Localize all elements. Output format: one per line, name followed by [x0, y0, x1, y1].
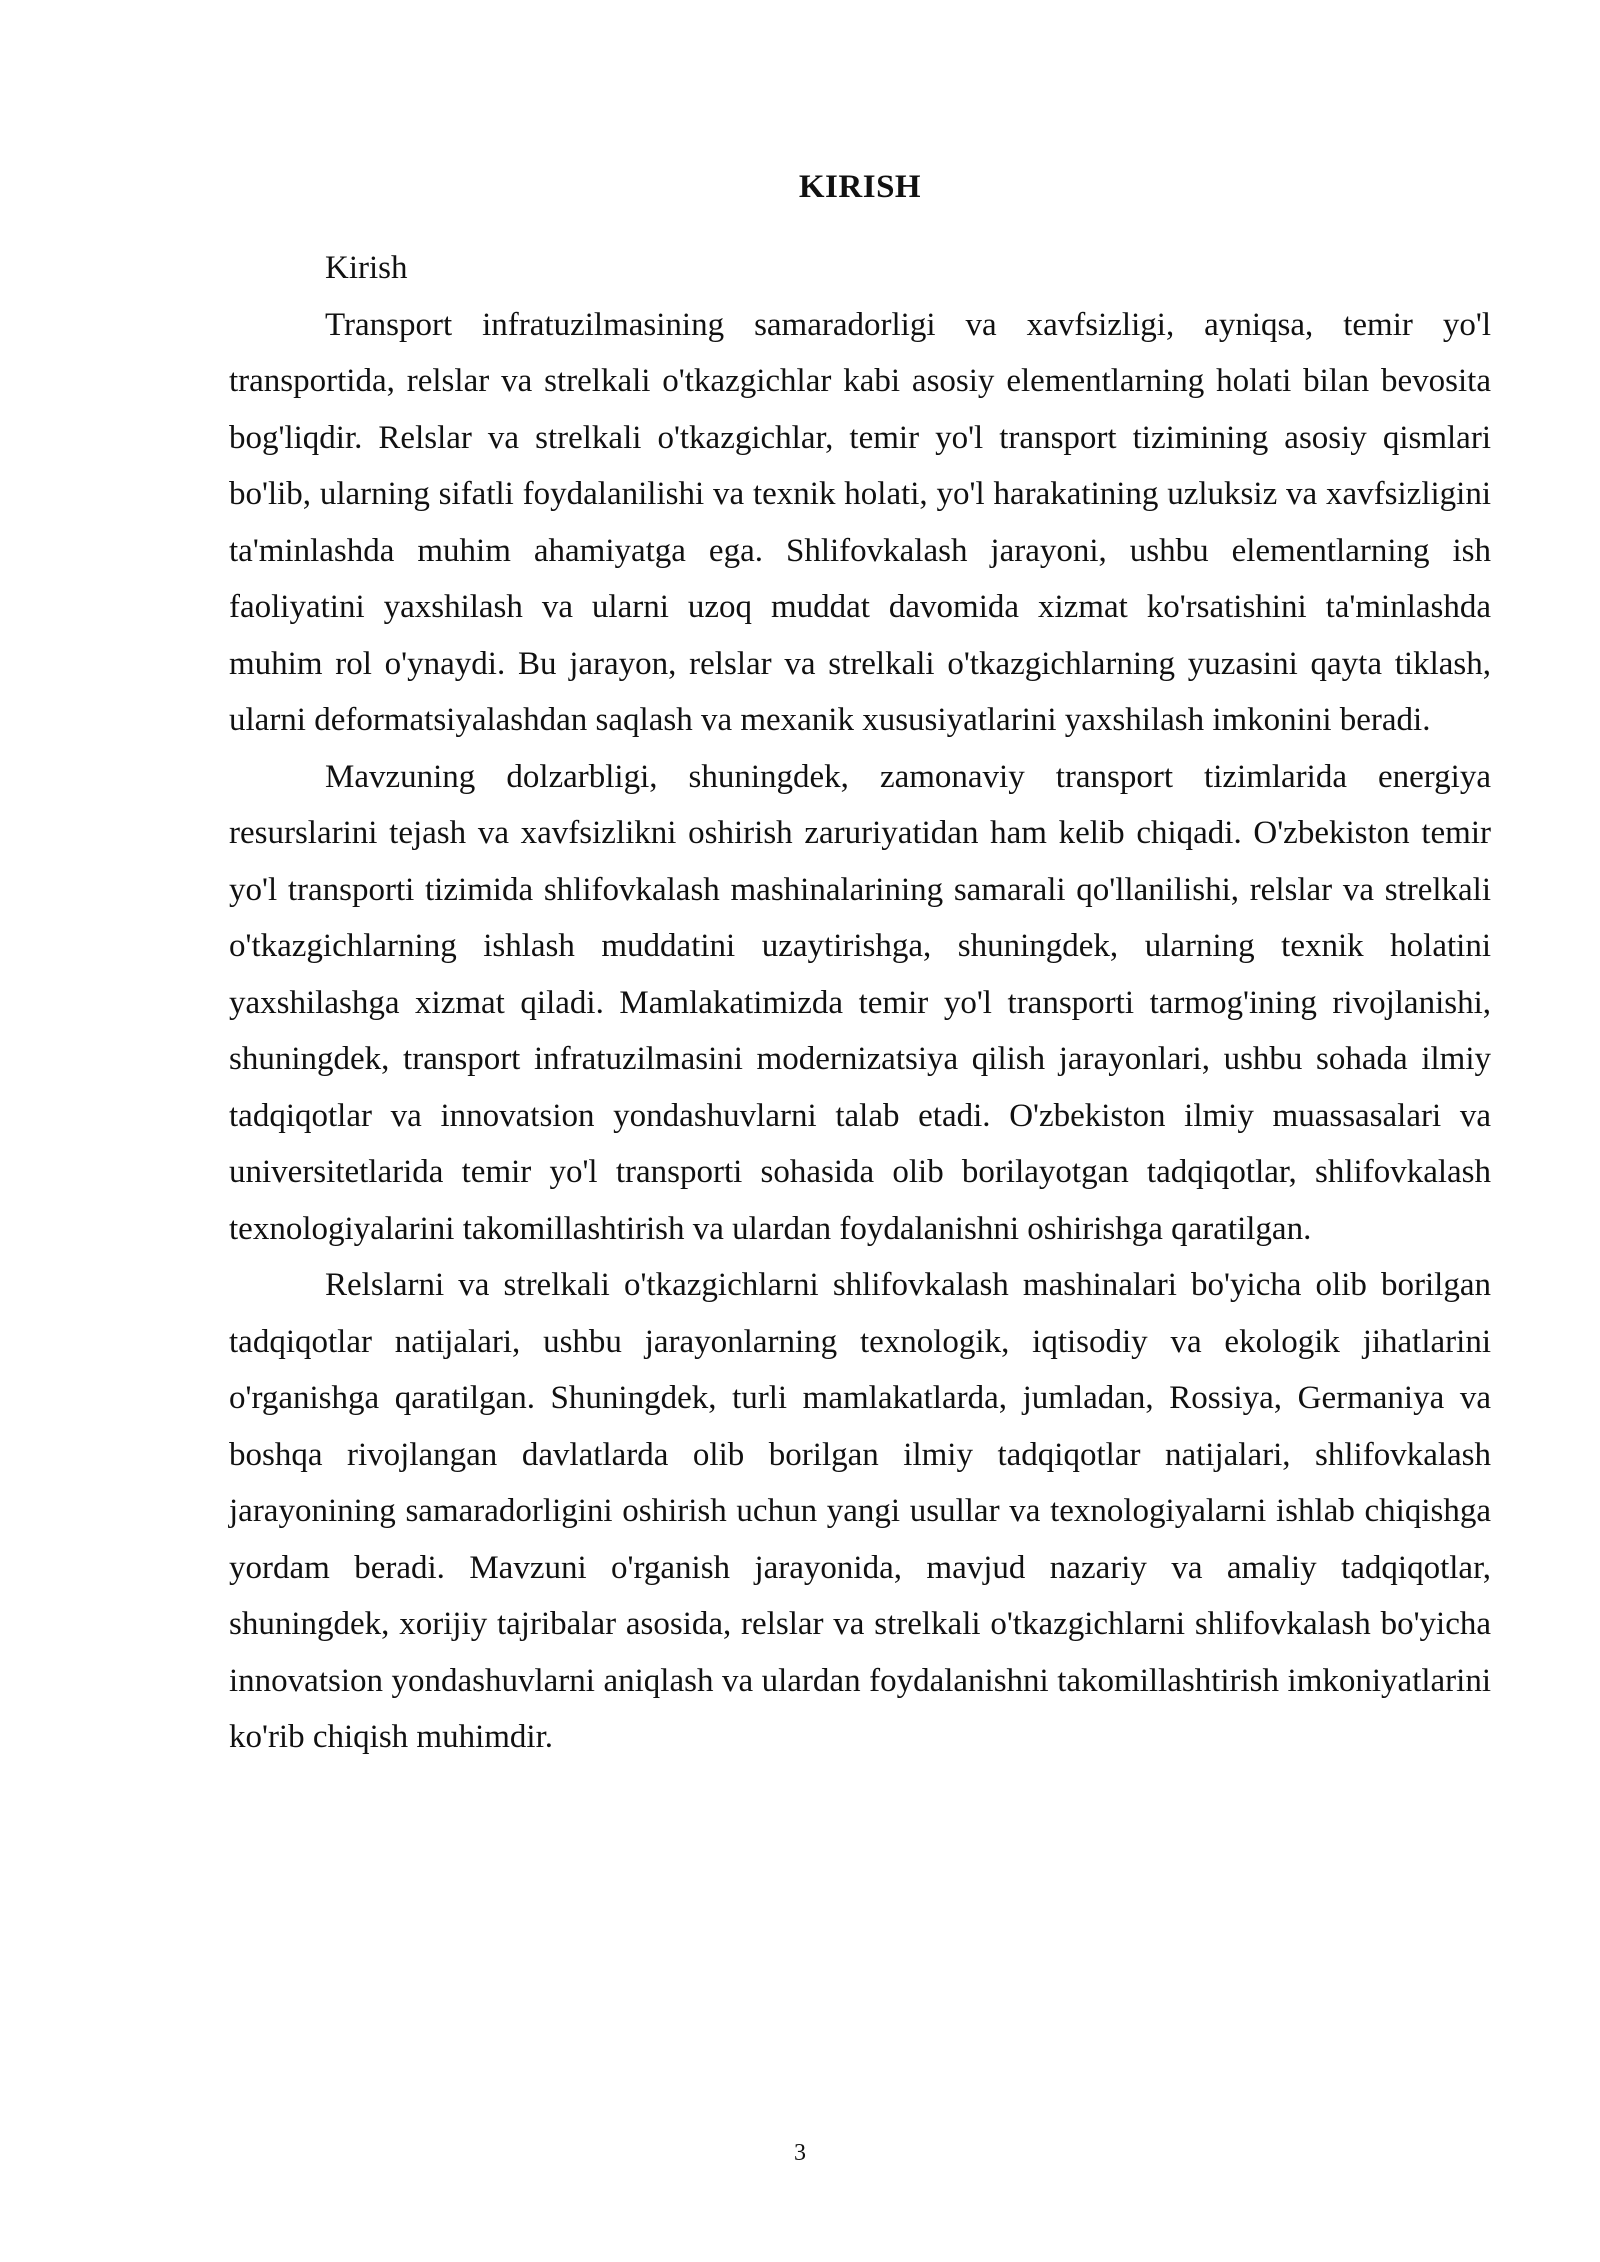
paragraph-2: Mavzuning dolzarbligi, shuningdek, zamonaviy transport tizimlarida energiya resurslarini tejash va xavfsizlikni oshirish zaruriyatidan ham kelib chiqadi. O'zbekiston temir yo'l transporti tizimida shlifovkalash mashinalarining samarali qo'llanilishi, relslar va strelkali o'tkazgichlarning ishlash muddatini uzaytirishga, shuningdek, ularning texnik holatini yaxshilashga xizmat qiladi. Mamlakatimizda temir yo'l transporti tarmog'ining rivojlanishi, shuningdek, transport infratuzilmasini modernizatsiya qilish jarayonlari, ushbu sohada ilmiy tadqiqotlar va innovatsion yondashuvlarni talab etadi. O'zbekiston ilmiy muassasalari va universitetlarida temir yo'l transporti sohasida olib borilayotgan tadqiqotlar, shlifovkalash texnologiyalarini takomillashtirish va ulardan foydalanishni oshirishga qaratilgan. [229, 758, 1491, 1247]
paragraph-1: Transport infratuzilmasining samaradorligi va xavfsizligi, ayniqsa, temir yo'l transportida, relslar va strelkali o'tkazgichlar kabi asosiy elementlarning holati bilan bevosita bog'liqdir. Relslar va strelkali o'tkazgichlar, temir yo'l transport tizimining asosiy qismlari bo'lib, ularning sifatli foydalanilishi va texnik holati, yo'l harakatining uzluksiz va xavfsizligini ta'minlashda muhim ahamiyatga ega. Shlifovkalash jarayoni, ushbu elementlarning ish faoliyatini yaxshilash va ularni uzoq muddat davomida xizmat ko'rsatishini ta'minlashda muhim rol o'ynaydi. Bu jarayon, relslar va strelkali o'tkazgichlarning yuzasini qayta tiklash, ularni deformatsiyalashdan saqlash va mexanik xususiyatlarini yaxshilash imkonini beradi. [229, 306, 1491, 738]
paragraph-3: Relslarni va strelkali o'tkazgichlarni shlifovkalash mashinalari bo'yicha olib borilgan tadqiqotlar natijalari, ushbu jarayonlarning texnologik, iqtisodiy va ekologik jihatlarini o'rganishga qaratilgan. Shuningdek, turli mamlakatlarda, jumladan, Rossiya, Germaniya va boshqa rivojlangan davlatlarda olib borilgan ilmiy tadqiqotlar natijalari, shlifovkalash jarayonining samaradorligini oshirish uchun yangi usullar va texnologiyalarni ishlab chiqishga yordam beradi. Mavzuni o'rganish jarayonida, mavjud nazariy va amaliy tadqiqotlar, shuningdek, xorijiy tajribalar asosida, relslar va strelkali o'tkazgichlarni shlifovkalash bo'yicha innovatsion yondashuvlarni aniqlash va ulardan foydalanishni takomillashtirish imkoniyatlarini ko'rib chiqish muhimdir. [229, 1267, 1491, 1755]
page-content [229, 166, 1491, 1766]
page-number: 3 [794, 2140, 806, 2166]
section-title: KIRISH [798, 169, 922, 205]
section-subheading: Kirish [325, 250, 408, 286]
